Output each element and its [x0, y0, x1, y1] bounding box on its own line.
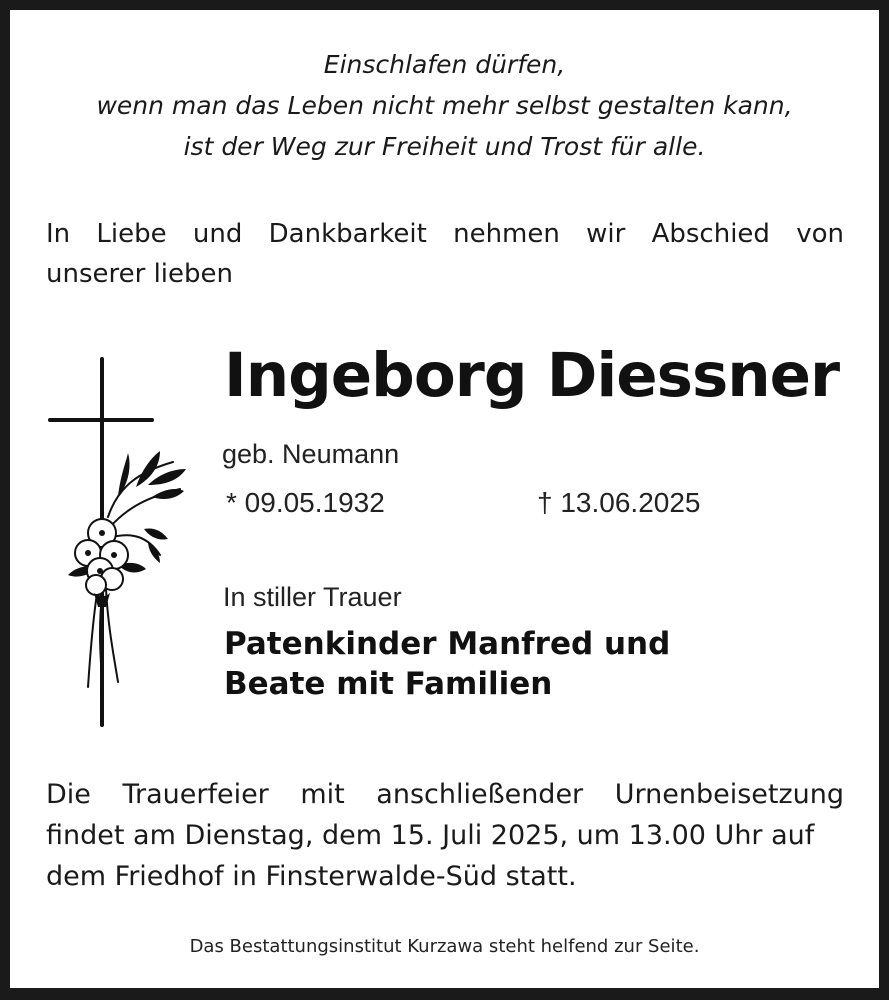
mourners	[224, 624, 670, 704]
poem-line-1: Einschlafen dürfen,	[323, 50, 566, 79]
maiden-name: geb. Neumann	[222, 439, 400, 469]
poem-line-2: wenn man das Leben nicht mehr selbst gestalten kann,	[96, 91, 793, 120]
poem-line-3: ist der Weg zur Freiheit und Trost für alle.	[183, 132, 706, 161]
obituary-notice	[10, 10, 879, 988]
intro-text	[46, 214, 844, 294]
death-date: † 13.06.2025	[537, 487, 701, 518]
service-line-3: dem Friedhof in Finsterwalde-Süd statt.	[46, 861, 577, 892]
intro-line-1: In Liebe und Dankbarkeit nehmen wir Abschied von	[46, 219, 844, 249]
birth-date: * 09.05.1932	[226, 487, 385, 518]
funeral-service-info	[46, 774, 844, 897]
deceased-name: Ingeborg Diessner	[224, 340, 840, 411]
mourning-intro: In stiller Trauer	[223, 582, 402, 612]
mourners-line-2: Beate mit Familien	[224, 666, 553, 702]
service-line-1: Die Trauerfeier mit anschließender Urnenbeisetzung	[46, 779, 844, 810]
mourners-line-1: Patenkinder Manfred und	[224, 626, 671, 662]
funeral-home-footer: Das Bestattungsinstitut Kurzawa steht helfend zur Seite.	[189, 936, 700, 957]
poem	[10, 44, 879, 167]
service-line-2: findet am Dienstag, dem 15. Juli 2025, um 13.00 Uhr auf	[46, 820, 815, 851]
intro-line-2: unserer lieben	[46, 259, 233, 289]
cross-with-flowers-icon	[48, 357, 198, 727]
